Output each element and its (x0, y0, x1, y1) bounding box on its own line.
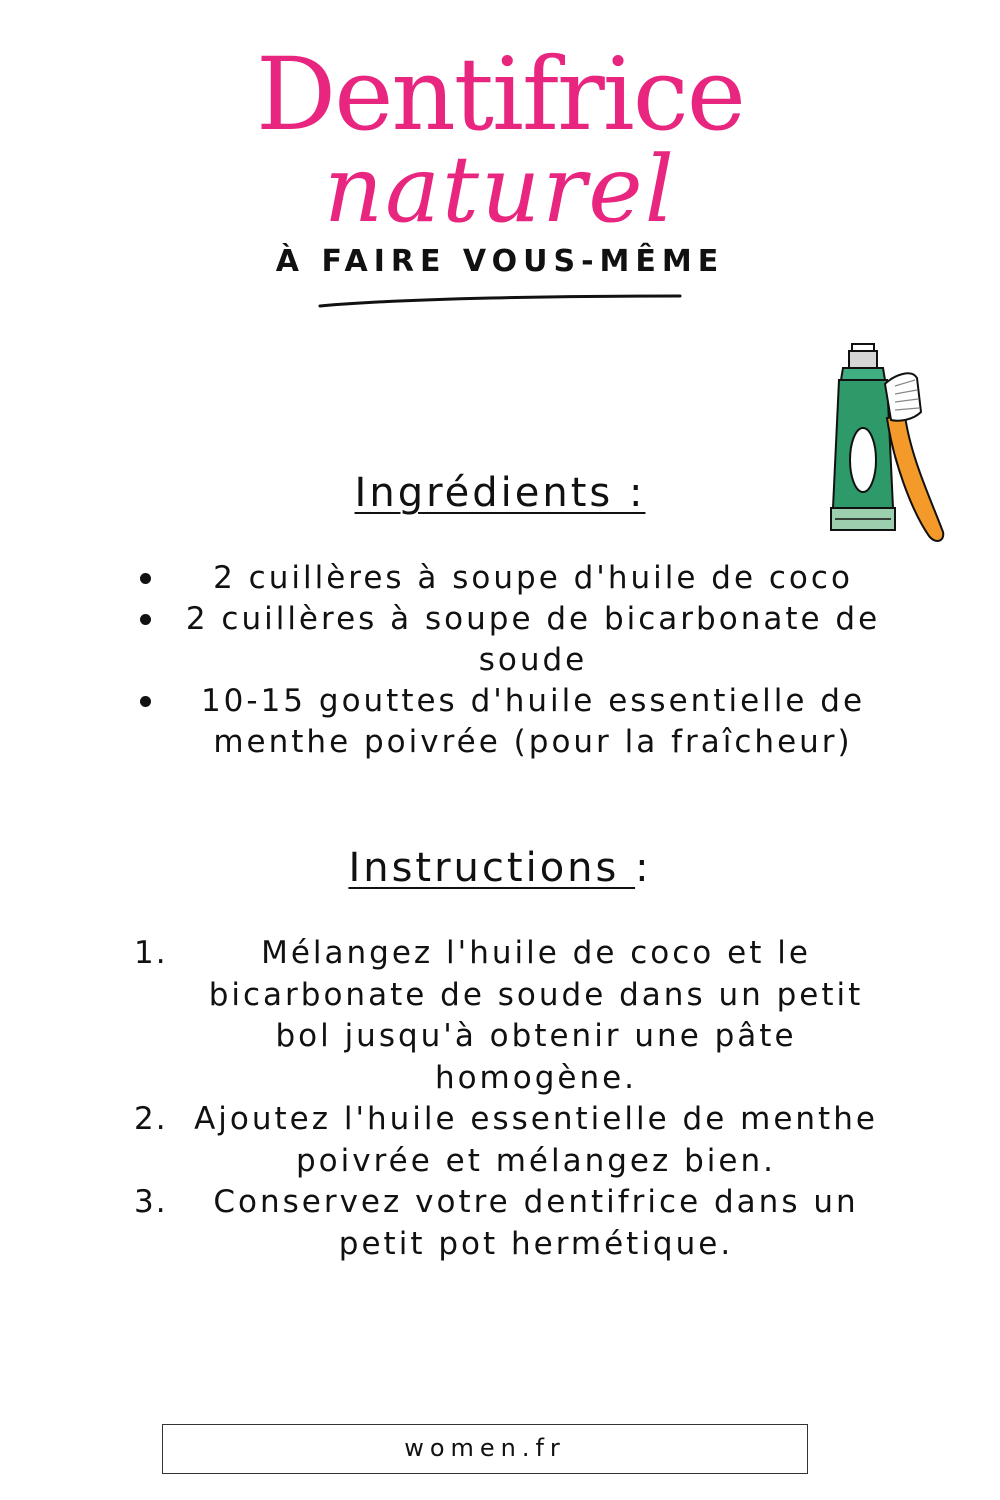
underline-swash-icon (318, 292, 682, 312)
step-number: 2. (134, 1101, 168, 1137)
ingredients-heading-colon: : (628, 470, 646, 516)
list-item (140, 558, 900, 599)
step-number: 3. (134, 1184, 168, 1220)
ingredient-text: 2 cuillères à soupe de bicarbonate de soude (185, 601, 881, 678)
ingredient-text: 10-15 gouttes d'huile essentielle de menthe poivrée (pour la fraîcheur) (200, 683, 866, 760)
bullet-icon (140, 614, 151, 625)
list-item (130, 1099, 900, 1182)
ingredients-heading-text: Ingrédients (354, 470, 629, 516)
toothpaste-and-toothbrush-icon (825, 340, 950, 550)
list-item (130, 1182, 900, 1265)
instructions-heading (0, 843, 1000, 893)
step-text: Conservez votre dentifrice dans un petit pot hermétique. (213, 1184, 859, 1262)
list-item (130, 933, 900, 1099)
ingredient-text: 2 cuillères à soupe d'huile de coco (213, 560, 853, 596)
bullet-icon (140, 696, 151, 707)
instructions-heading-text: Instructions (348, 845, 636, 891)
page-subtitle: naturel (323, 136, 677, 243)
footer-brand: women.fr (162, 1424, 808, 1474)
list-item (140, 599, 900, 681)
ingredients-heading (0, 468, 1000, 518)
step-text: Ajoutez l'huile essentielle de menthe poivrée et mélangez bien. (194, 1101, 878, 1179)
tagline: À FAIRE VOUS-MÊME (275, 244, 725, 279)
bullet-icon (140, 573, 151, 584)
step-number: 1. (134, 935, 168, 971)
instructions-heading-colon: : (635, 845, 652, 891)
ingredients-list (140, 558, 900, 763)
step-text: Mélangez l'huile de coco et le bicarbonate de soude dans un petit bol jusqu'à obtenir une pâte homogène. (208, 935, 864, 1096)
page-title: Dentifrice (256, 36, 744, 153)
list-item (140, 681, 900, 763)
instructions-list (130, 933, 900, 1265)
